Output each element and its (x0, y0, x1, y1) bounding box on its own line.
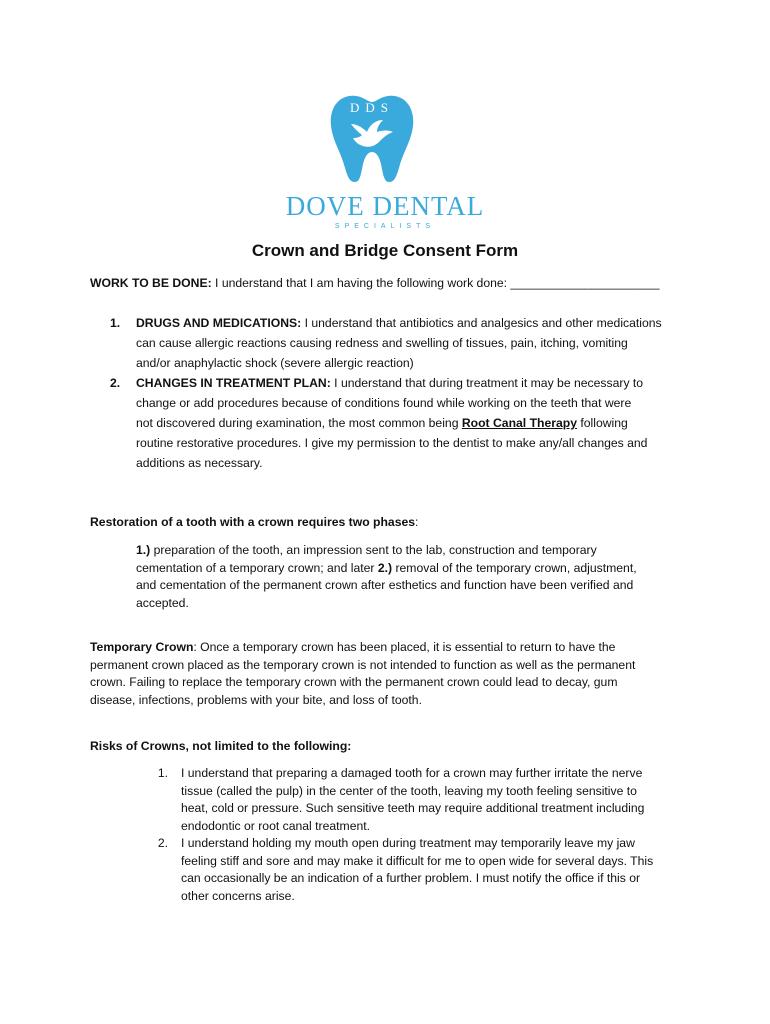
restoration-line: accepted. (136, 595, 189, 610)
drugs-text (136, 313, 696, 373)
root-canal-link[interactable]: Root Canal Therapy (461, 416, 577, 430)
temporary-crown-paragraph (90, 639, 690, 709)
risk-line: I understand holding my mouth open during treatment may temporarily leave my jaw (181, 836, 635, 850)
changes-text (136, 373, 696, 473)
changes-line: not discovered during examination, the most common being (136, 416, 462, 430)
dove-dental-logo (0, 90, 770, 240)
changes-label: CHANGES IN TREATMENT PLAN: (136, 376, 331, 390)
changes-line: additions as necessary. (136, 456, 263, 470)
work-label: WORK TO BE DONE: (90, 276, 212, 290)
risk-line: I understand that preparing a damaged tooth for a crown may further irritate the nerve (181, 766, 643, 780)
item-number: 1. (110, 316, 121, 330)
drugs-label: DRUGS AND MEDICATIONS: (136, 316, 302, 330)
drugs-line: and/or anaphylactic shock (severe allergic reaction) (136, 356, 414, 370)
temporary-line: : Once a temporary crown has been placed, it is essential to return to have the (193, 640, 616, 654)
changes-line: I understand that during treatment it may be necessary to (330, 376, 644, 390)
temporary-line: permanent crown placed as the temporary crown is not intended to function as well as the permanent (90, 657, 636, 672)
risks-heading-text: Risks of Crowns, not limited to the following: (90, 739, 352, 753)
restoration-line: cementation of a temporary crown; and later (136, 560, 378, 575)
phase1-text: preparation of the tooth, an impression sent to the lab, construction and temporary (150, 543, 597, 557)
phase2-number: 2.) (377, 560, 393, 575)
restoration-line: and cementation of the permanent crown after esthetics and function have been verified and (136, 578, 634, 592)
restoration-heading-text: Restoration of a tooth with a crown requires two phases (90, 515, 416, 529)
risks-heading (90, 736, 690, 756)
logo-tagline: SPECIALISTS (334, 223, 436, 230)
drugs-line: I understand that antibiotics and analgesics and other medications (301, 316, 662, 330)
restoration-heading (90, 512, 690, 532)
risk-line: heat, cold or pressure. Such sensitive teeth may require additional treatment including (181, 801, 645, 815)
page-title: Crown and Bridge Consent Form (251, 241, 519, 260)
restoration-phases (136, 542, 696, 612)
changes-line: following (576, 416, 628, 430)
changes-line: change or add procedures because of conditions found while working on the teeth that were (136, 396, 632, 410)
risk-line: can occasionally be an indication of a further problem. I must notify the office if this or (181, 871, 641, 885)
risk-line: feeling stiff and sore and may make it difficult for me to open wide for several days. This (181, 853, 654, 868)
item-number: 2. (110, 376, 121, 390)
risk-text (181, 765, 691, 835)
tooth-dove-icon (255, 90, 515, 230)
temporary-line: crown. Failing to replace the temporary crown with the permanent crown could lead to decay, gum (90, 675, 618, 689)
work-to-be-done (90, 273, 690, 293)
changes-line: routine restorative procedures. I give my permission to the dentist to make any/all changes and (136, 436, 648, 450)
phase2-text: removal of the temporary crown, adjustment, (392, 560, 637, 575)
temporary-crown-label: Temporary Crown (90, 640, 194, 654)
risk-text (181, 835, 691, 905)
risk-line: endodontic or root canal treatment. (181, 818, 371, 833)
drugs-line: can cause allergic reactions causing redness and swelling of tissues, pain, itching, vomiting (136, 336, 628, 350)
risk-line: tissue (called the pulp) in the center of the tooth, leaving my tooth feeling sensitive to (181, 783, 637, 798)
restoration-colon: : (415, 515, 419, 529)
temporary-line: disease, infections, problems with your bite, and loss of tooth. (90, 692, 422, 707)
work-text: I understand that I am having the following work done: ______________________ (211, 276, 660, 290)
logo-initials: DDS (349, 100, 395, 115)
logo-brand: DOVE DENTAL (285, 191, 485, 221)
risk-line: other concerns arise. (181, 888, 295, 903)
phase1-number: 1.) (136, 543, 151, 557)
risk-number: 2. (157, 836, 168, 850)
risk-number: 1. (157, 766, 168, 780)
